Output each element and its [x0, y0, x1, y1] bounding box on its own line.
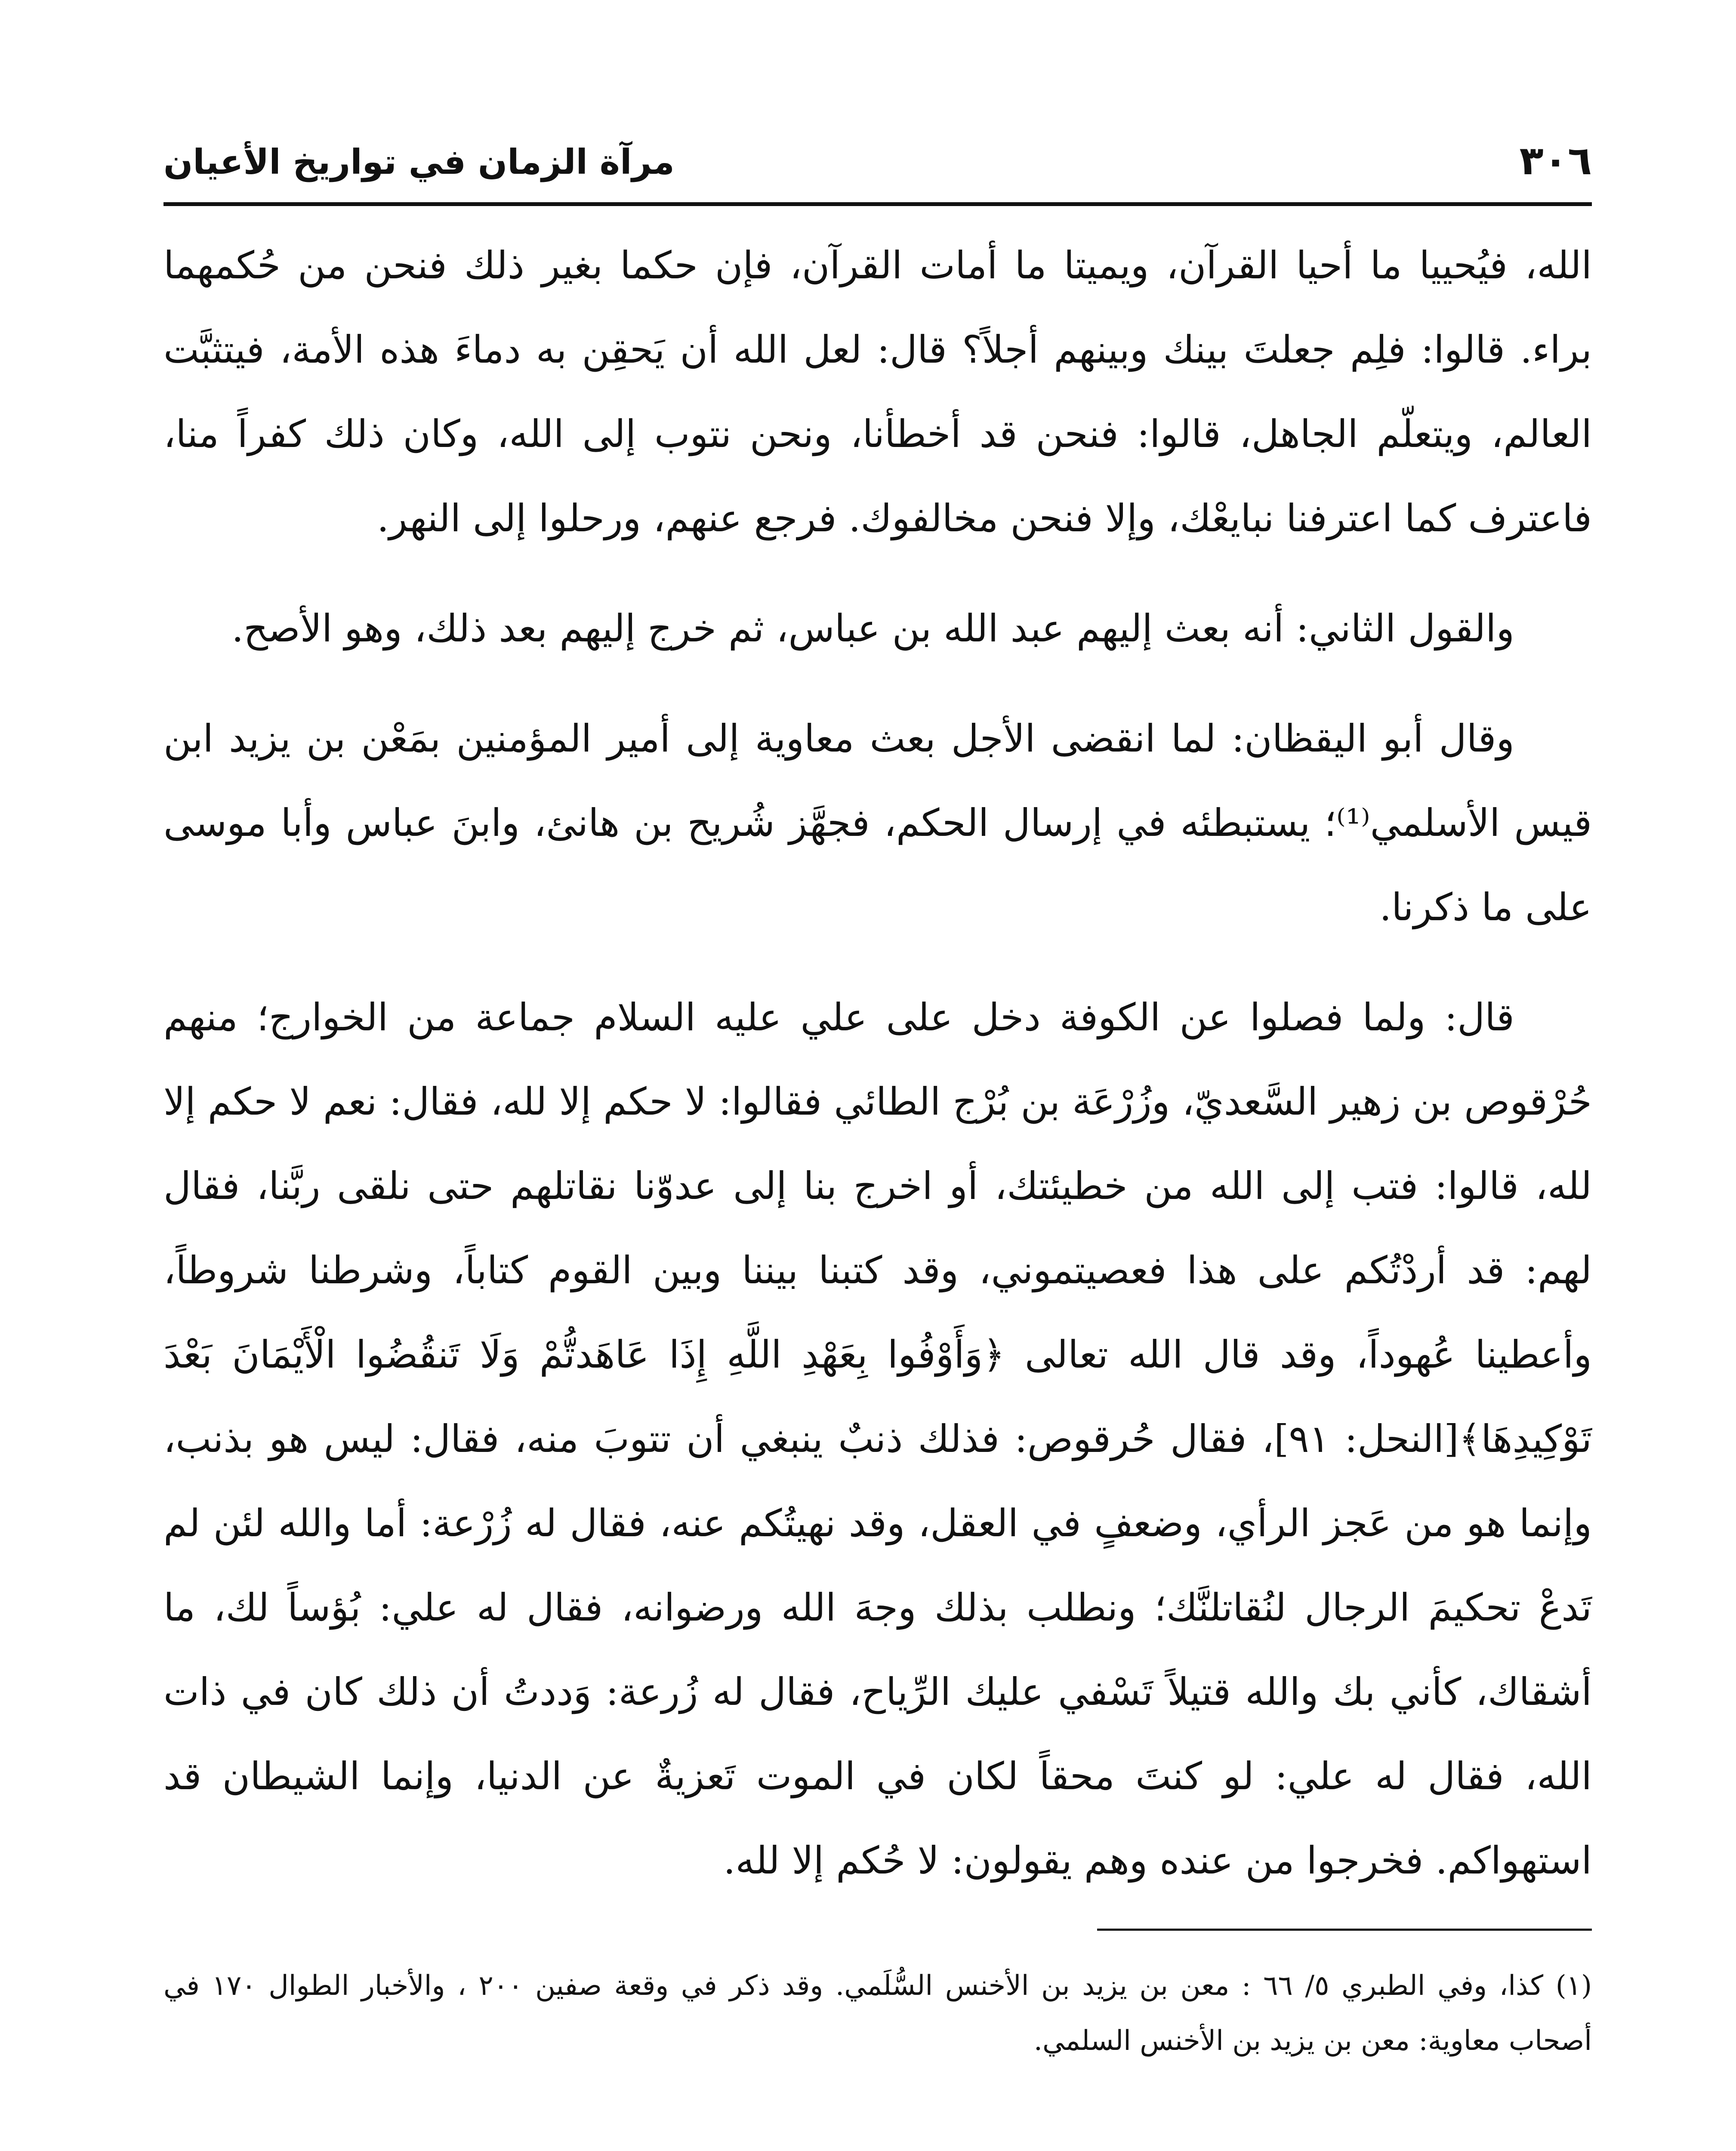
main-text: [163, 206, 1592, 1903]
book-page: [163, 129, 1592, 2151]
footnote-separator: [1097, 1929, 1592, 1931]
footnote: (١) كذا، وفي الطبري ٥/ ٦٦ : معن بن يزيد بن الأخنس السُّلَمي. وقد ذكر في وقعة صفين ٢٠٠ ، والأخبار الطوال ١٧٠ في أصحاب معاوية: معن بن يزيد بن الأخنس السلمي.: [163, 1970, 1592, 2057]
page-number: ٣٠٦: [1519, 138, 1592, 184]
paragraph-1: الله، فيُحييا ما أحيا القرآن، ويميتا ما أمات القرآن، فإن حكما بغير ذلك فنحن من حُكمهما براء. قالوا: فلِم جعلتَ بينك وبينهم أجلاً؟ قال: لعل الله أن يَحقِن به دماءَ هذه الأمة، فيتثبَّت العالم، ويتعلّم الجاهل، قالوا: فنحن قد أخطأنا، ونحن نتوب إلى الله، وكان ذلك كفراً منا، فاعترف كما اعترفنا نبايعْك، وإلا فنحن مخالفوك. فرجع عنهم، ورحلوا إلى النهر.: [163, 243, 1592, 540]
paragraph-4: قال: ولما فصلوا عن الكوفة دخل على علي عليه السلام جماعة من الخوارج؛ منهم حُرْقوص بن زهير السَّعديّ، وزُرْعَة بن بُرْج الطائي فقالوا: لا حكم إلا لله، فقال: نعم لا حكم إلا لله، قالوا: فتب إلى الله من خطيئتك، أو اخرج بنا إلى عدوّنا نقاتلهم حتى نلقى ربَّنا، فقال لهم: قد أردْتُكم على هذا فعصيتموني، وقد كتبنا بيننا وبين القوم كتاباً، وشرطنا شروطاً، وأعطينا عُهوداً، وقد قال الله تعالى ﴿وَأَوْفُوا بِعَهْدِ اللَّهِ إِذَا عَاهَدتُّمْ وَلَا تَنقُضُوا الْأَيْمَانَ بَعْدَ تَوْكِيدِهَا﴾[النحل: ٩١]، فقال حُرقوص: فذلك ذنبٌ ينبغي أن تتوبَ منه، فقال: ليس هو بذنب، وإنما هو من عَجز الرأي، وضعفٍ في العقل، وقد نهيتُكم عنه، فقال له زُرْعة: أما والله لئن لم تَدعْ تحكيمَ الرجال لنُقاتلنَّك؛ ونطلب بذلك وجهَ الله ورضوانه، فقال له علي: بُؤساً لك، ما أشقاك، كأني بك والله قتيلاً تَسْفي عليك الرِّياح، فقال له زُرعة: وَددتُ أن ذلك كان في ذات الله، فقال له علي: لو كنتَ محقاً لكان في الموت تَعزيةٌ عن الدنيا، وإنما الشيطان قد استهواكم. فخرجوا من عنده وهم يقولون: لا حُكم إلا لله.: [163, 995, 1592, 1883]
paragraph-2: والقول الثاني: أنه بعث إليهم عبد الله بن عباس، ثم خرج إليهم بعد ذلك، وهو الأصح.: [231, 606, 1514, 650]
paragraph-3: وقال أبو اليقظان: لما انقضى الأجل بعث معاوية إلى أمير المؤمنين بمَعْن بن يزيد ابن قيس الأسلمي⁽¹⁾؛ يستبطئه في إرسال الحكم، فجهَّز شُريح بن هانئ، وابنَ عباس وأبا موسى على ما ذكرنا.: [163, 716, 1592, 929]
page-header: [163, 129, 1592, 206]
running-title: مرآة الزمان في تواريخ الأعيان: [163, 142, 675, 182]
